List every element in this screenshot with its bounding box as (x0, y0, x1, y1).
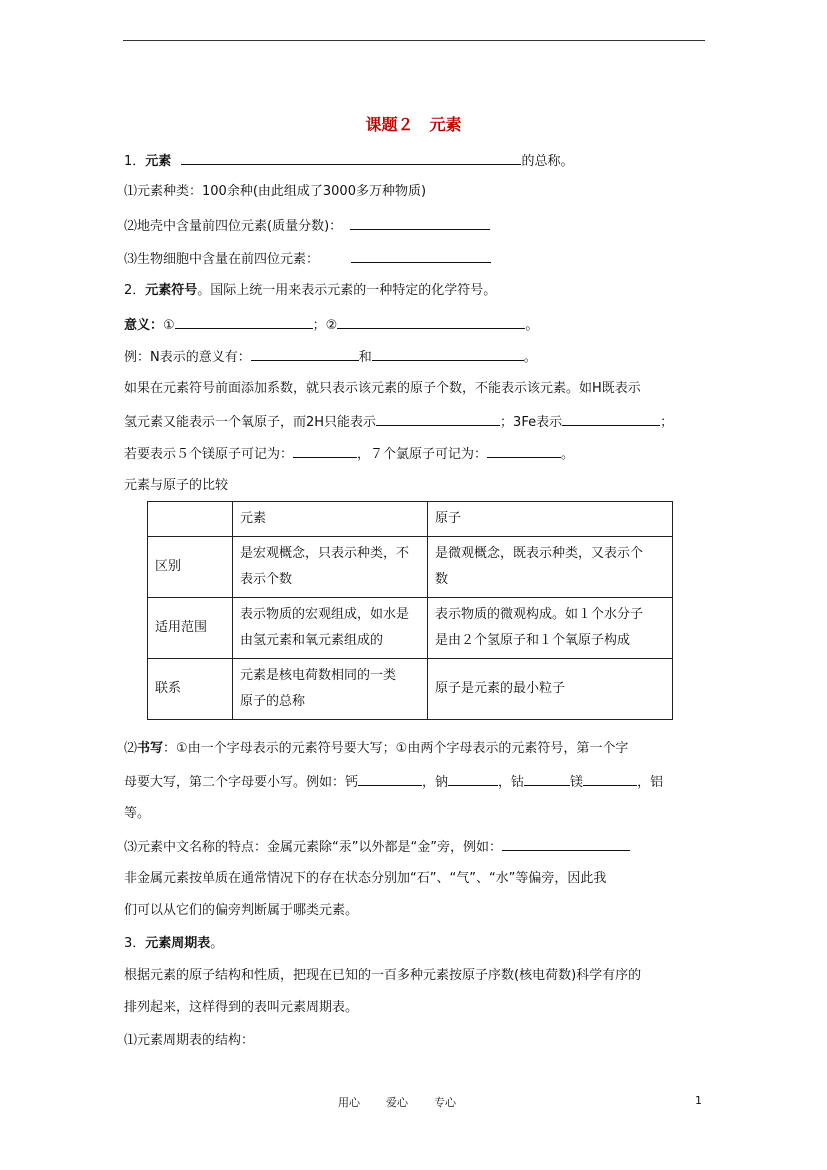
text-line: ⑴元素周期表的结构： (124, 1033, 255, 1048)
answer-blank[interactable] (350, 215, 490, 230)
answer-blank[interactable] (337, 314, 525, 329)
answer-blank[interactable] (487, 443, 561, 458)
section-number: 2． (124, 283, 146, 298)
answer-blank[interactable] (358, 771, 422, 786)
table-cell: 区别 (148, 537, 233, 598)
section-label: 元素符号 (145, 283, 198, 298)
table-row (148, 537, 673, 598)
cell-line: 表示物质的微观构成。如１个水分子 (435, 607, 644, 622)
header-rule (123, 40, 705, 41)
footer-text: 专心 (434, 1096, 456, 1109)
table-cell: 联系 (148, 659, 233, 720)
table-cell: 元素 (233, 502, 428, 537)
line-text: 母要大写，第二个字母要小写。例如：钙 (124, 775, 359, 790)
page-number: 1 (695, 1094, 702, 1107)
table-cell (233, 537, 428, 598)
line-text: 。 (561, 447, 575, 462)
answer-blank[interactable] (524, 771, 570, 786)
meaning-line (124, 314, 538, 336)
line-text: ，铝 (637, 775, 664, 790)
cell-line: 是宏观概念，只表示种类，不 (240, 546, 410, 561)
example-line (124, 346, 537, 368)
section-number: 1． (124, 154, 146, 169)
text-line: 根据元素的原子结构和性质，把现在已知的一百多种元素按原子序数(核电荷数)科学有序的 (124, 968, 642, 983)
cell-line: 原子的总称 (240, 694, 306, 709)
cell-line: 元素是核电荷数相同的一类 (240, 668, 397, 683)
line-text: 。国际上统一用来表示元素的一种特定的化学符号。 (197, 283, 497, 298)
text-line (124, 215, 490, 237)
line-text: ⑶生物细胞中含量在前四位元素： (124, 252, 320, 267)
cell-line: 数 (435, 572, 449, 587)
table-row (148, 598, 673, 659)
line-text: ，钠 (422, 775, 449, 790)
line-text: 氢元素又能表示一个氧原子，而2H只能表示 (124, 415, 377, 430)
cell-line: 表示个数 (240, 572, 293, 587)
line-text: ；3Fe表示 (500, 415, 563, 430)
answer-blank[interactable] (562, 411, 660, 426)
line-text: ① (163, 318, 175, 333)
answer-blank[interactable] (376, 411, 500, 426)
line-text: ，７个氯原子可记为： (357, 447, 488, 462)
section-label: 元素周期表 (145, 936, 211, 951)
section-label: 元素 (145, 154, 172, 169)
cell-line: 是微观概念，既表示种类，又表示个 (435, 546, 644, 561)
text-line: ⑴元素种类：100余种(由此组成了3000多万种物质) (124, 184, 427, 199)
cell-line: 表示物质的宏观组成，如水是 (240, 607, 410, 622)
line-text: ； (660, 415, 674, 430)
table-cell: 原子 (428, 502, 673, 537)
answer-blank[interactable] (351, 248, 491, 263)
table-cell (233, 598, 428, 659)
answer-blank[interactable] (251, 346, 359, 361)
cell-line: 是由２个氢原子和１个氧原子构成 (435, 633, 631, 648)
line-text: 例：N表示的意义有： (124, 350, 251, 365)
text-line (124, 248, 491, 270)
line-text: 。 (210, 936, 224, 951)
line-text: 镁 (570, 775, 584, 790)
line-text: 。 (523, 350, 537, 365)
line-text: ：①由一个字母表示的元素符号要大写；①由两个字母表示的元素符号，第一个字 (163, 741, 629, 756)
table-cell (428, 598, 673, 659)
footer-text: 爱心 (386, 1096, 408, 1109)
table-header-row (148, 502, 673, 537)
text-line (124, 836, 630, 858)
line-text: ，钴 (498, 775, 525, 790)
line-text: ⑶元素中文名称的特点：金属元素除“汞”以外都是“金”旁，例如： (124, 840, 502, 855)
line-text: ；② (312, 318, 338, 333)
table-cell (428, 537, 673, 598)
answer-blank[interactable] (448, 771, 498, 786)
writing-label: 书写 (137, 741, 164, 756)
meaning-label: 意义： (124, 318, 164, 333)
line-text: ⑵ (124, 741, 138, 756)
table-cell (148, 502, 233, 537)
cell-line: 由氢元素和氧元素组成的 (240, 633, 384, 648)
comparison-table (147, 501, 673, 720)
footer-text: 用心 (338, 1096, 360, 1109)
comparison-heading: 元素与原子的比较 (124, 478, 229, 493)
text-line: 排列起来，这样得到的表叫元素周期表。 (124, 1000, 359, 1015)
table-cell: 原子是元素的最小粒子 (428, 659, 673, 720)
section-2-line (124, 281, 496, 301)
line-text: 和 (358, 350, 372, 365)
footer-slogan (338, 1094, 482, 1110)
text-line: 非金属元素按单质在通常情况下的存在状态分别加“石”、“气”、“水”等偏旁，因此我 (124, 871, 607, 886)
text-line (124, 443, 574, 465)
answer-blank[interactable] (372, 346, 524, 361)
page-title: 课题２ 元素 (365, 115, 462, 134)
line-text: ⑵地壳中含量前四位元素(质量分数)： (124, 219, 343, 234)
section-3-line (124, 934, 223, 954)
line-text: 。 (525, 318, 539, 333)
answer-blank[interactable] (293, 443, 357, 458)
line-text: 的总称。 (521, 154, 574, 169)
line-text: 若要表示５个镁原子可记为： (124, 447, 294, 462)
text-line: 等。 (124, 806, 151, 821)
table-row (148, 659, 673, 720)
text-line: 们可以从它们的偏旁判断属于哪类元素。 (124, 903, 359, 918)
writing-line (124, 771, 663, 793)
answer-blank[interactable] (583, 771, 637, 786)
answer-blank[interactable] (181, 150, 521, 165)
section-number: 3． (124, 936, 146, 951)
writing-line (124, 739, 628, 759)
answer-blank[interactable] (502, 836, 630, 851)
section-1-line (124, 150, 573, 172)
table-cell: 适用范围 (148, 598, 233, 659)
text-line: 如果在元素符号前面添加系数，就只表示该元素的原子个数，不能表示该元素。如H既表示 (124, 381, 641, 396)
answer-blank[interactable] (175, 314, 313, 329)
text-line (124, 411, 673, 433)
table-cell (233, 659, 428, 720)
